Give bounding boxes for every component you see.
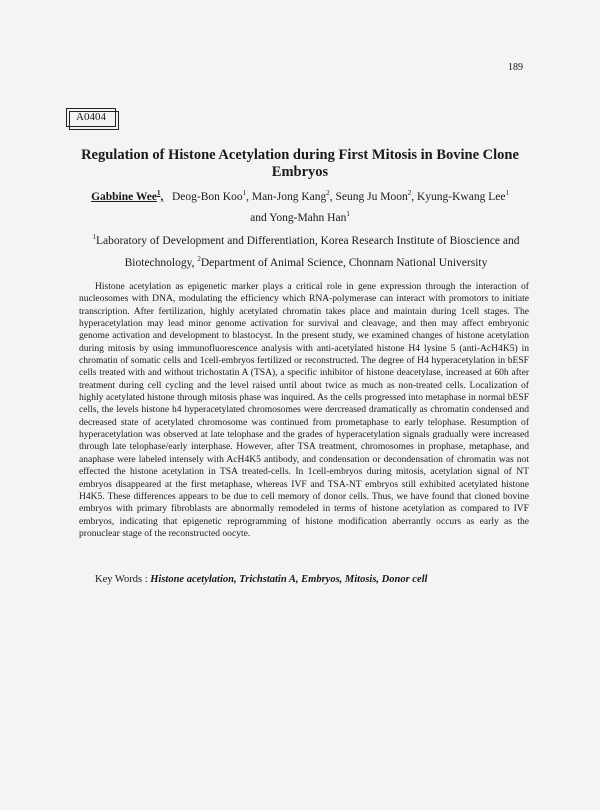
author: Kyung-Kwang Lee$^1$: [416, 189, 509, 203]
author-list: [80, 185, 520, 227]
author: and Yong-Mahn Han$^1$: [250, 209, 350, 224]
page-number: 189: [508, 62, 523, 73]
keywords-line: [95, 574, 535, 585]
author: Deog-Bon Koo$^1$,: [172, 189, 249, 203]
paper-title: Regulation of Histone Acetylation during First Mitosis in Bovine Clone Embryos: [81, 147, 519, 180]
author-presenter: Gabbine Wee$^1$,: [91, 189, 164, 203]
affiliations: $^1$Laboratory of Development and Differentiation, Korea Research Institute of Bioscience and Biotechnology, $^2$Department of Animal Science, Chonnam National University: [92, 233, 520, 269]
affiliation-1: Laboratory of Development and Differentiation, Korea Research Institute of Bioscience and Biotechnology,: [95, 234, 520, 269]
abstract-body: Histone acetylation as epigenetic marker plays a critical role in gene expression through the interaction of nucleosomes with DNA, modulating the efficiency which RNA-polymerase can interact with promotors to initiate transcription. After fertilization, highly acetylated chromatin takes place and maintain during 1cell stages. The hyperacetylation may lead minor genome activation for survival and cleavage, and then may affect embryonic genome activation and development to blastocyst. In the present study, we examined changes of histone acetylation during mitosis by using immunofluorescence analysis with anti-acetylated histone H4 lysine 5 (anti-AcH4K5) in chromatin of somatic cells and 1cell-embryos fertilized or reconstructed. The degree of H4 hyperacetylation in bESF cells treated with and without trichostatin A (TSA), a specific inhibitor of histone deacetylase, increased at 60h after treatment during cell cycling and the level raised until about twice as much as non-treated cells. Localization of highly acetylated histone through mitosis phase was inquired. As the cells progressed into metaphase in normal bESF cells, the levels histone h4 hyperacetylated chromosomes were dercreased dramatically as chromatin condensed and decreased state of acetylated chromosome was continued from prometaphase to early telophase. Resumption of hyperacetylation was observed at late telophase and the grades of hyperacetylation signals gradually were increased through late telophase/early interphase. However, after TSA treatment, chromosomes in prophase, metaphase, and anaphase were labeled intensely with AcH4K5 antibody, and condensation or decondensation of chromatin was not effected the histone acetylation in TSA treated-cells. In 1cell-embryos during mitosis, acetylation signal of NT embryos disappeared at the first metaphase, whereas IVF and TSA-NT embryos still exhibited acetylated histone H4K5. These differences appears to be due to cell memory of donor cells. Thus, we have found that cloned bovine embryos with primary fibroblasts are abnormally remodeled in terms of histone acetylation as compared to IVF embryos, indicating that epigenetic reprogramming of histone modification aberrantly occurs as early as the pronuclear stage of the reconstructed oocyte.: [79, 281, 529, 539]
author: Man-Jong Kang$^2$,: [251, 189, 333, 203]
keywords-values: Histone acetylation, Trichstatin A, Embryos, Mitosis, Donor cell: [150, 574, 428, 585]
affiliation-2: Department of Animal Science, Chonnam National University: [200, 256, 488, 269]
abstract-code-box: A0404: [66, 108, 116, 127]
author: Seung Ju Moon$^2$,: [335, 189, 415, 203]
keywords-label: Key Words :: [95, 574, 151, 585]
